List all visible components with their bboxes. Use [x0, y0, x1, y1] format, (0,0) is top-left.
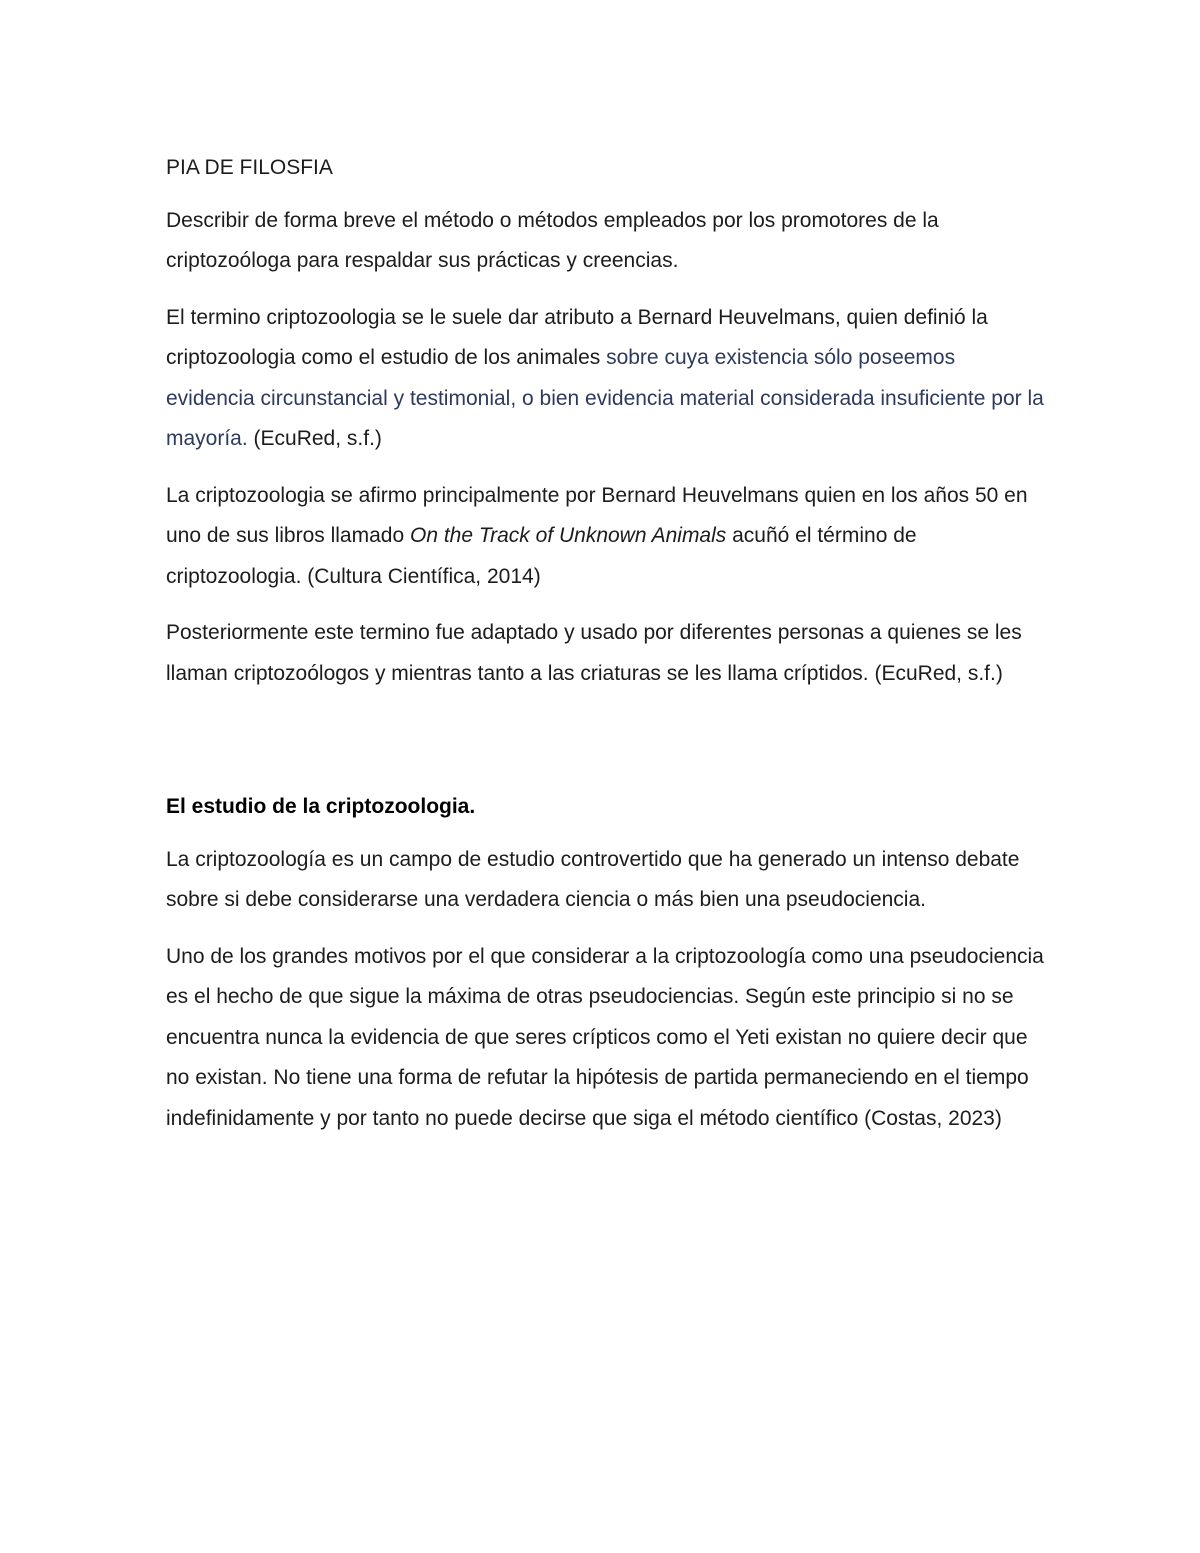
- assignment-question: Describir de forma breve el método o métodos empleados por los promotores de la criptozoóloga para respaldar sus prácticas y creencias.: [166, 208, 939, 272]
- book-title: On the Track of Unknown Animals: [409, 524, 727, 547]
- paragraph-origin-start: La criptozoologia se afirmo principalmente por Bernard Heuvelmans quien en los años 50 en uno de sus libros llamado: [166, 483, 1028, 547]
- definition-citation: (EcuRed, s.f.): [247, 427, 382, 450]
- document-body: [166, 148, 1046, 1155]
- paragraph-definition-text: El termino criptozoologia se le suele dar atributo a Bernard Heuvelmans, quien definió la criptozoologia como el estudio de los animales: [166, 305, 988, 369]
- paragraph-pseudoscience: Uno de los grandes motivos por el que considerar a la criptozoología como una pseudociencia es el hecho de que sigue la máxima de otras pseudociencias. Según este principio si no se encuentra nunca la evidencia de que seres crípticos como el Yeti existan no quiere decir que no existan. No tiene una forma de refutar la hipótesis de partida permaneciendo en el tiempo indefinidamente y por tanto no puede decirse que siga el método científico (Costas, 2023): [166, 944, 1044, 1130]
- paragraph-controversy: La criptozoología es un campo de estudio controvertido que ha generado un intenso debate sobre si debe considerarse una verdadera ciencia o más bien una pseudociencia.: [166, 847, 1020, 911]
- paragraph-origin: [166, 476, 1046, 598]
- section-heading: El estudio de la criptozoologia.: [166, 795, 476, 818]
- paragraph-definition: [166, 298, 1046, 460]
- paragraph-adoption: Posteriormente este termino fue adaptado y usado por diferentes personas a quienes se les llaman criptozoólogos y mientras tanto a las criaturas se les llama críptidos. (EcuRed, s.f.): [166, 621, 1022, 685]
- paragraph-origin-end: acuñó el término de criptozoologia. (Cultura Científica, 2014): [166, 524, 917, 588]
- blank-line: [166, 710, 1046, 787]
- definition-quote: sobre cuya existencia sólo poseemos evidencia circunstancial y testimonial, o bien evidencia material considerada insuficiente por la mayoría.: [166, 346, 1044, 450]
- document-title: PIA DE FILOSFIA: [166, 156, 333, 179]
